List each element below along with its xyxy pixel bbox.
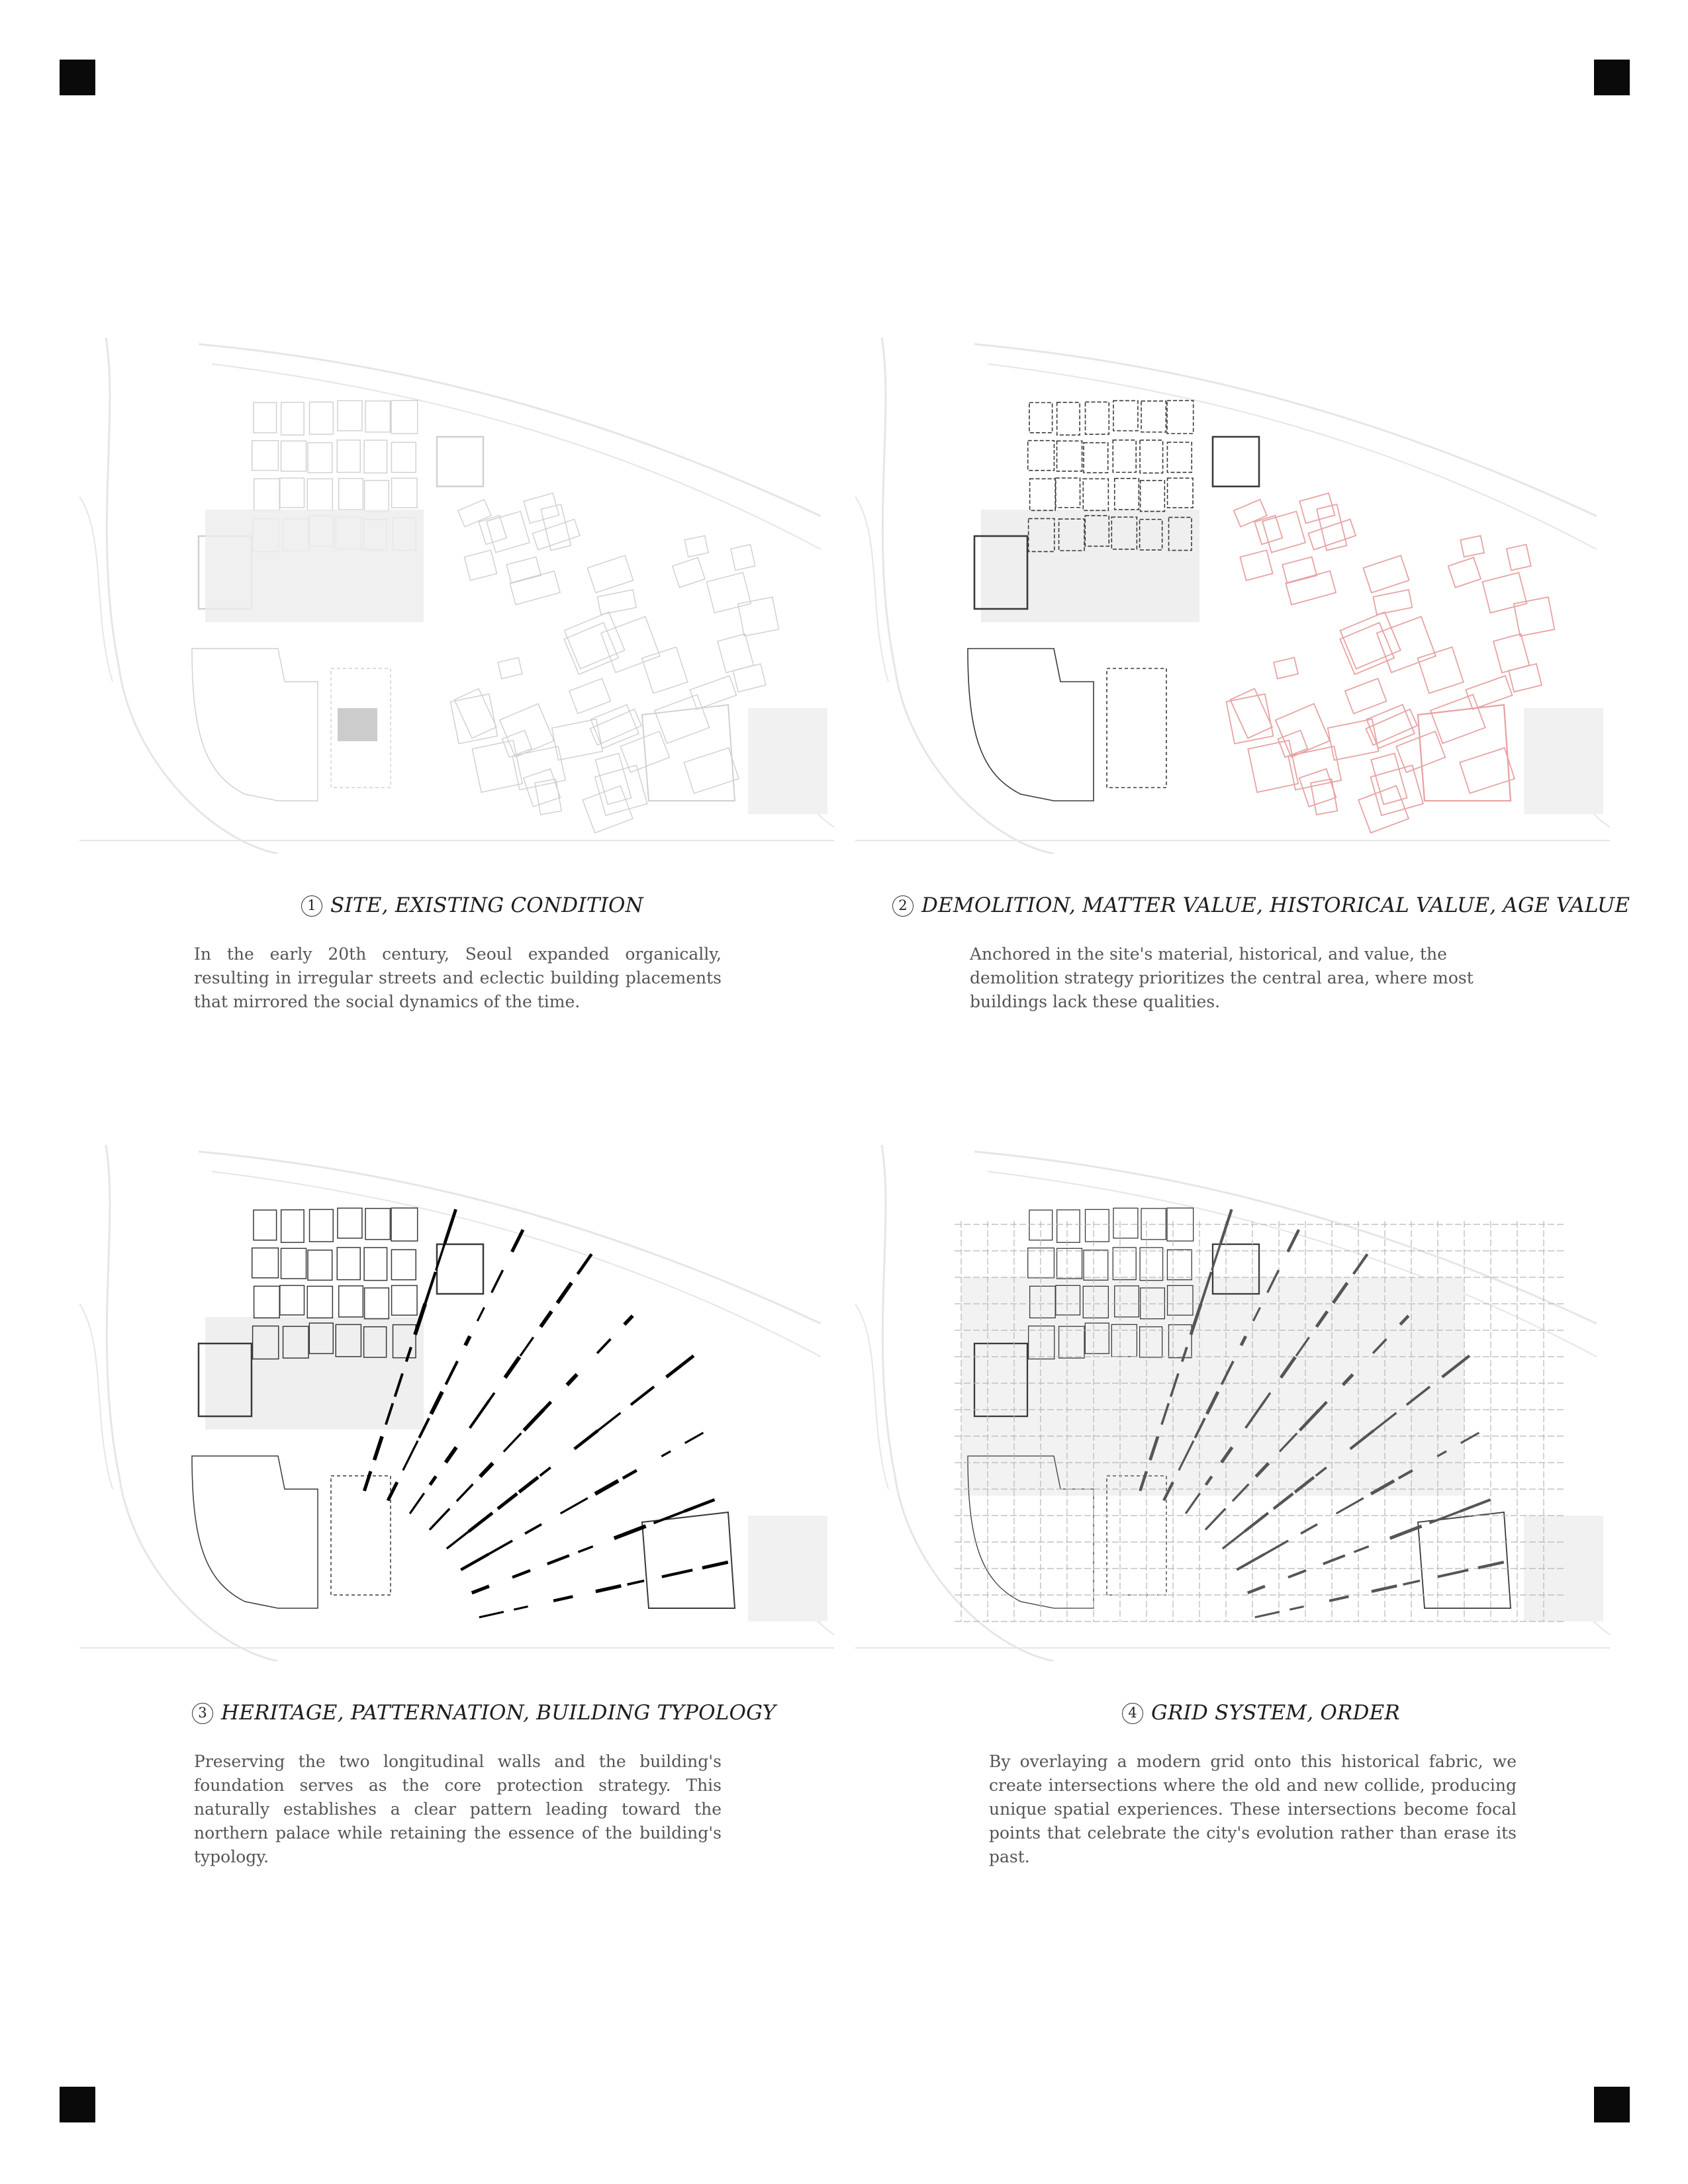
heritage-wall	[514, 1606, 528, 1610]
building-footprint	[437, 1244, 483, 1294]
panel-3-title	[192, 1701, 776, 1725]
terrain-hatch	[748, 1516, 827, 1621]
heritage-wall	[596, 1413, 621, 1432]
building-footprint	[337, 1248, 360, 1280]
panel-3-description: Preserving the two longitudinal walls and the building's foundation serves as the core protection strategy. This naturally establishes a clear pattern leading toward the northern palace while retaining the essence of the building's typology.	[194, 1752, 722, 1866]
panel-3-title-text: HERITAGE, PATTERNATION, BUILDING TYPOLOGY	[221, 1701, 776, 1725]
building-footprint	[1240, 550, 1272, 580]
building-footprint	[338, 1208, 362, 1238]
registration-mark-bottom-right	[1594, 2087, 1630, 2122]
heritage-wall	[410, 1493, 424, 1514]
building-footprint	[391, 400, 418, 433]
heritage-wall	[597, 1339, 610, 1353]
building-footprint	[391, 1208, 418, 1241]
panel-4-description: By overlaying a modern grid onto this historical fabric, we create intersections where the old and new collide, producing unique spatial experiences. These intersections become focal points that celebrate the city's evolution rather than erase its past.	[989, 1752, 1517, 1866]
heritage-wall	[388, 1482, 397, 1500]
heritage-wall	[1354, 1254, 1368, 1274]
building-footprint	[642, 1512, 735, 1608]
building-footprint	[1030, 478, 1056, 510]
building-footprint	[281, 402, 304, 435]
heritage-wall	[445, 1361, 457, 1385]
panel-2-number: 2	[892, 895, 914, 917]
heritage-wall	[479, 1612, 504, 1617]
heritage-wall	[1301, 1524, 1317, 1533]
heritage-wall	[1205, 1509, 1225, 1530]
building-footprint	[968, 649, 1094, 801]
building-footprint	[1213, 437, 1259, 486]
heritage-wall	[684, 1500, 715, 1512]
building-footprint	[1167, 442, 1192, 472]
registration-mark-top-right	[1594, 60, 1630, 95]
building-footprint	[1493, 634, 1529, 673]
building-footprint	[1086, 402, 1109, 434]
building-footprint	[1083, 478, 1108, 510]
site-plan-existing-condition	[79, 338, 834, 854]
building-footprint	[1057, 441, 1082, 471]
building-footprint	[392, 1285, 417, 1315]
plaza-hatch	[961, 1277, 1464, 1496]
building-footprint	[365, 480, 389, 512]
building-footprint	[365, 1208, 390, 1240]
building-footprint	[1274, 658, 1298, 679]
heritage-wall	[567, 1375, 577, 1385]
building-footprint	[1371, 765, 1423, 815]
building-footprint	[365, 1288, 389, 1319]
building-footprint	[310, 402, 334, 434]
heritage-wall	[1288, 1570, 1306, 1577]
building-footprint	[733, 664, 766, 692]
heritage-wall	[631, 1387, 654, 1404]
heritage-wall	[1186, 1493, 1200, 1514]
building-footprint	[1168, 478, 1193, 508]
heritage-wall	[403, 1441, 418, 1471]
building-footprint	[1308, 520, 1356, 550]
building-footprint	[642, 647, 688, 694]
heritage-wall	[1429, 1510, 1462, 1523]
building-footprint	[1418, 647, 1464, 694]
building-footprint	[1460, 535, 1484, 557]
building-footprint	[532, 520, 580, 550]
heritage-wall	[1372, 1586, 1397, 1592]
building-footprint	[450, 694, 497, 744]
building-footprint	[1113, 1208, 1138, 1238]
heritage-wall	[627, 1580, 644, 1584]
heritage-wall	[595, 1480, 618, 1494]
heritage-wall	[498, 1494, 517, 1509]
building-footprint	[1226, 694, 1273, 744]
heritage-wall	[1274, 1494, 1293, 1509]
building-footprint	[392, 478, 417, 508]
building-footprint	[655, 695, 710, 744]
building-footprint	[307, 1286, 332, 1318]
heritage-wall	[1354, 1547, 1368, 1553]
heritage-wall	[624, 1316, 633, 1324]
building-footprint	[706, 572, 751, 613]
heritage-wall	[557, 1283, 571, 1302]
building-footprint	[1430, 695, 1485, 744]
heritage-wall	[1460, 1500, 1491, 1512]
heritage-wall	[472, 1586, 489, 1593]
heritage-wall	[1237, 1554, 1264, 1570]
building-footprint	[365, 401, 390, 432]
building-footprint	[1460, 748, 1515, 794]
heritage-wall	[374, 1436, 382, 1460]
heritage-wall	[445, 1447, 456, 1463]
building-footprint	[1363, 555, 1409, 592]
building-footprint	[281, 441, 306, 471]
heritage-wall	[1248, 1586, 1265, 1593]
heritage-wall	[485, 1541, 513, 1557]
building-footprint	[252, 1248, 279, 1278]
building-footprint	[308, 1250, 332, 1280]
panel-3-number: 3	[192, 1703, 213, 1724]
building-footprint	[331, 1476, 391, 1595]
building-footprint	[587, 555, 633, 592]
building-footprint	[597, 590, 636, 615]
heritage-wall	[623, 1471, 637, 1479]
panel-1-title-text: SITE, EXISTING CONDITION	[330, 893, 643, 917]
panel-4-title-text: GRID SYSTEM, ORDER	[1151, 1701, 1400, 1725]
heritage-wall	[575, 1431, 598, 1449]
heritage-wall	[512, 1570, 530, 1577]
building-footprint	[364, 1248, 387, 1281]
heritage-wall	[447, 1530, 470, 1548]
building-footprint	[1358, 786, 1409, 833]
building-footprint	[1509, 664, 1542, 692]
site-plan-grid-system	[855, 1145, 1610, 1661]
heritage-wall	[1261, 1541, 1289, 1557]
heritage-wall	[430, 1509, 449, 1530]
building-footprint	[364, 440, 387, 473]
panel-1-number: 1	[301, 895, 322, 917]
building-footprint	[583, 786, 633, 833]
heritage-wall	[547, 1555, 569, 1564]
building-footprint	[498, 658, 522, 679]
building-footprint	[1167, 1250, 1192, 1279]
building-footprint	[310, 1209, 334, 1242]
panel-1-description: In the early 20th century, Seoul expanded organically, resulting in irregular streets and eclectic building placements that mirrored the social dynamics of the time.	[194, 944, 722, 1011]
building-footprint	[391, 442, 416, 472]
heritage-wall	[1255, 1612, 1280, 1617]
heritage-wall	[492, 1270, 503, 1293]
heritage-wall	[469, 1513, 492, 1531]
building-footprint	[1345, 678, 1387, 713]
building-footprint	[458, 500, 491, 527]
panel-4-number: 4	[1122, 1703, 1143, 1724]
panel-2-title-text: DEMOLITION, MATTER VALUE, HISTORICAL VALUE, AGE VALUE	[921, 893, 1630, 917]
building-footprint	[690, 676, 736, 709]
building-footprint	[1373, 590, 1412, 615]
building-footprint	[464, 550, 496, 580]
building-footprint	[1514, 597, 1555, 636]
building-footprint	[642, 705, 735, 801]
building-footprint	[254, 478, 280, 510]
heritage-wall	[667, 1356, 694, 1377]
heritage-wall	[685, 1433, 704, 1443]
heritage-wall	[524, 1410, 543, 1430]
building-footprint	[281, 1248, 306, 1279]
building-footprint	[1234, 500, 1267, 527]
building-footprint	[731, 545, 755, 570]
heritage-wall	[614, 1526, 646, 1538]
heritage-wall	[553, 1596, 573, 1601]
building-footprint	[280, 1285, 305, 1315]
building-footprint	[1084, 443, 1108, 473]
heritage-wall	[578, 1254, 592, 1274]
panel-1-title	[301, 893, 643, 917]
heritage-wall	[480, 1463, 492, 1477]
heritage-wall	[561, 1498, 588, 1514]
building-footprint	[1113, 400, 1138, 430]
building-footprint	[601, 617, 660, 672]
terrain-hatch	[748, 708, 827, 814]
heritage-wall	[542, 1402, 551, 1410]
heritage-wall	[702, 1562, 728, 1568]
heritage-wall	[1336, 1498, 1364, 1514]
building-footprint	[1482, 572, 1526, 613]
heritage-wall	[505, 1357, 520, 1377]
heritage-wall	[540, 1467, 551, 1476]
site-plan-demolition	[855, 338, 1610, 854]
building-footprint	[1299, 493, 1335, 523]
building-footprint	[308, 443, 332, 473]
building-footprint	[569, 678, 611, 713]
panel-4-title	[1122, 1701, 1400, 1725]
building-footprint	[738, 597, 779, 636]
heritage-wall	[1390, 1526, 1422, 1538]
building-footprint	[510, 571, 560, 605]
building-footprint	[437, 437, 483, 486]
building-footprint	[254, 402, 277, 432]
building-footprint	[684, 535, 708, 557]
building-footprint	[337, 440, 360, 473]
registration-mark-top-left	[60, 60, 95, 95]
plaza-hatch	[205, 510, 424, 622]
building-footprint	[307, 478, 332, 510]
building-footprint	[1230, 688, 1272, 738]
road-curve	[199, 1152, 821, 1324]
building-footprint	[1028, 441, 1055, 471]
building-footprint	[1086, 1209, 1109, 1242]
heritage-wall	[520, 1338, 534, 1356]
building-footprint	[718, 634, 753, 673]
building-footprint	[1029, 402, 1053, 432]
heritage-wall	[1323, 1555, 1345, 1564]
building-footprint	[391, 1250, 416, 1279]
heritage-wall	[519, 1477, 538, 1492]
building-footprint	[192, 1456, 318, 1608]
heritage-wall	[661, 1451, 671, 1457]
building-footprint	[339, 478, 363, 510]
building-footprint	[1448, 557, 1481, 587]
site-plan-heritage-pattern	[79, 1145, 834, 1661]
heritage-wall	[477, 1308, 484, 1322]
heritage-wall	[596, 1586, 621, 1592]
building-footprint	[1418, 705, 1511, 801]
building-footprint	[535, 779, 561, 815]
building-footprint	[1140, 1248, 1162, 1281]
heritage-wall	[662, 1570, 692, 1576]
building-footprint	[252, 441, 279, 471]
panel-2-description: Anchored in the site's material, historical, and value, the demolition strategy prioritizes the central area, where most buildings lack these qualities.	[970, 944, 1474, 1011]
building-footprint	[192, 649, 318, 801]
building-footprint	[1107, 668, 1166, 788]
heritage-wall	[1289, 1606, 1303, 1610]
heritage-wall	[465, 1336, 470, 1345]
building-footprint	[1141, 401, 1166, 432]
heritage-wall	[525, 1524, 541, 1533]
building-footprint	[1057, 402, 1080, 435]
building-footprint	[254, 1210, 277, 1240]
building-footprint	[254, 1286, 280, 1318]
building-footprint	[1141, 480, 1165, 512]
building-footprint	[673, 557, 705, 587]
building-footprint	[1466, 676, 1512, 709]
heritage-wall	[461, 1554, 489, 1570]
building-footprint	[1057, 1248, 1082, 1279]
heritage-wall	[1438, 1570, 1468, 1576]
building-footprint	[338, 400, 362, 430]
building-footprint	[1507, 545, 1531, 570]
registration-mark-bottom-left	[60, 2087, 95, 2122]
building-footprint	[1115, 478, 1139, 510]
building-footprint	[1377, 617, 1436, 672]
heritage-wall	[431, 1392, 442, 1414]
plaza-hatch	[981, 510, 1199, 622]
heritage-wall	[541, 1311, 551, 1326]
road-curve	[199, 344, 821, 516]
road-curve	[974, 344, 1597, 516]
building-footprint	[1286, 571, 1336, 605]
building-footprint	[280, 478, 305, 508]
heritage-wall	[486, 1392, 494, 1405]
temple-footprint	[338, 708, 377, 741]
building-footprint	[339, 1286, 363, 1317]
building-footprint	[1113, 440, 1136, 473]
heritage-wall	[653, 1510, 686, 1523]
building-footprint	[281, 1210, 304, 1242]
building-footprint	[595, 765, 647, 815]
heritage-wall	[457, 1484, 473, 1502]
heritage-wall	[504, 1433, 521, 1452]
building-footprint	[1084, 1250, 1108, 1280]
building-footprint	[524, 493, 559, 523]
building-footprint	[1140, 440, 1162, 473]
heritage-wall	[364, 1471, 371, 1491]
building-footprint	[1056, 478, 1080, 508]
terrain-hatch	[1524, 708, 1603, 814]
heritage-wall	[430, 1477, 436, 1485]
heritage-wall	[425, 1272, 436, 1304]
panel-2-title	[892, 893, 1630, 917]
building-footprint	[1167, 400, 1194, 433]
heritage-wall	[578, 1547, 592, 1553]
building-footprint	[1113, 1248, 1136, 1280]
building-footprint	[454, 688, 496, 738]
building-footprint	[684, 748, 739, 794]
building-footprint	[1057, 1210, 1080, 1242]
